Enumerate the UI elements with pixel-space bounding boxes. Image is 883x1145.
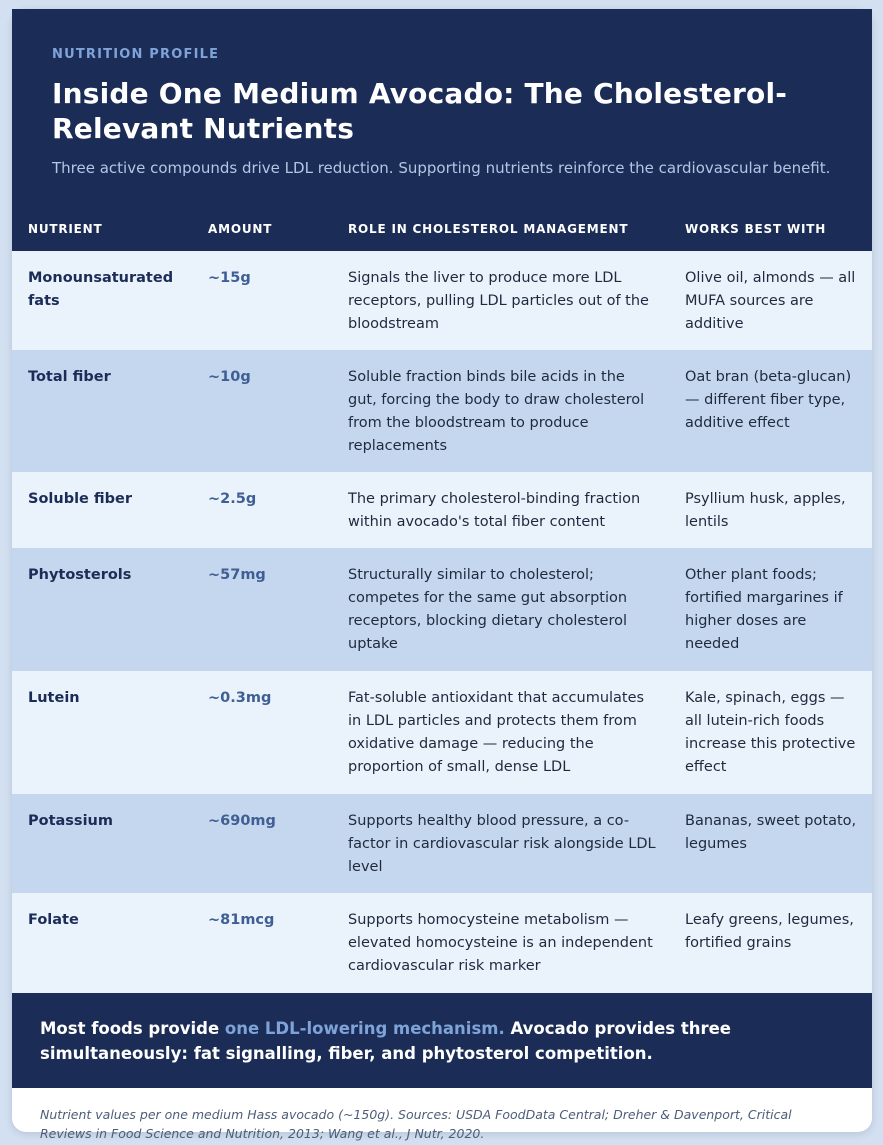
nutrient-name: Soluble fiber: [28, 491, 133, 507]
nutrient-name: Potassium: [28, 813, 113, 829]
header: [12, 9, 872, 206]
nutrient-pair: Kale, spinach, eggs — all lutein-rich foods increase this protective effect: [685, 690, 856, 775]
nutrient-amount: ~2.5g: [208, 491, 257, 507]
callout-highlight: one LDL-lowering mechanism.: [224, 1019, 505, 1038]
nutrient-amount: ~57mg: [208, 567, 266, 583]
nutrient-role: Structurally similar to cholesterol; competes for the same gut absorption receptors, blocking dietary cholesterol uptake: [348, 567, 628, 652]
table-row: [12, 251, 872, 350]
eyebrow-label: NUTRITION PROFILE: [52, 47, 220, 62]
nutrient-pair: Other plant foods; fortified margarines if higher doses are needed: [685, 567, 843, 652]
column-header-nutrient: NUTRIENT: [28, 221, 103, 236]
nutrient-amount: ~0.3mg: [208, 690, 272, 706]
nutrient-role: The primary cholesterol-binding fraction within avocado's total fiber content: [348, 491, 641, 530]
nutrient-role: Supports homocysteine metabolism — elevated homocysteine is an independent cardiovascular risk marker: [348, 912, 653, 974]
callout-text-before: Most foods provide: [40, 1019, 225, 1038]
nutrient-amount: ~690mg: [208, 813, 276, 829]
nutrient-role: Signals the liver to produce more LDL receptors, pulling LDL particles out of the bloodstream: [348, 270, 649, 332]
table-row: [12, 472, 872, 548]
table-row: [12, 548, 872, 671]
nutrient-name: Lutein: [28, 690, 80, 706]
nutrient-table: [12, 206, 872, 993]
nutrient-role: Supports healthy blood pressure, a co-factor in cardiovascular risk alongside LDL level: [348, 813, 656, 875]
column-header-pair: WORKS BEST WITH: [685, 221, 827, 236]
nutrient-name: Folate: [28, 912, 79, 928]
nutrient-pair: Olive oil, almonds — all MUFA sources are additive: [685, 270, 856, 332]
nutrient-pair: Bananas, sweet potato, legumes: [685, 813, 857, 852]
table-row: [12, 893, 872, 993]
callout-text-after: Avocado provides three simultaneously: fat signalling, fiber, and phytosterol competition.: [40, 1019, 731, 1063]
table-body: [12, 251, 872, 993]
nutrient-pair: Psyllium husk, apples, lentils: [685, 491, 846, 530]
nutrient-amount: ~81mcg: [208, 912, 275, 928]
nutrient-name: Phytosterols: [28, 567, 132, 583]
table-header: [12, 206, 872, 251]
nutrient-amount: ~10g: [208, 369, 251, 385]
nutrient-role: Fat-soluble antioxidant that accumulates in LDL particles and protects them from oxidative damage — reducing the proportion of small, dense LDL: [348, 690, 645, 775]
nutrient-pair: Oat bran (beta-glucan) — different fiber type, additive effect: [685, 369, 852, 431]
page-subtitle: Three active compounds drive LDL reduction. Supporting nutrients reinforce the cardiovascular benefit.: [52, 159, 831, 177]
nutrient-pair: Leafy greens, legumes, fortified grains: [685, 912, 854, 951]
column-header-role: ROLE IN CHOLESTEROL MANAGEMENT: [348, 221, 629, 236]
table-row: [12, 350, 872, 472]
table-row: [12, 794, 872, 893]
table-row: [12, 671, 872, 794]
nutrient-name: Total fiber: [28, 369, 111, 385]
nutrient-role: Soluble fraction binds bile acids in the gut, forcing the body to draw cholesterol from the bloodstream to produce replacements: [348, 369, 645, 454]
column-header-amount: AMOUNT: [208, 221, 273, 236]
page-title: Inside One Medium Avocado: The Cholesterol-Relevant Nutrients: [52, 77, 788, 145]
nutrient-amount: ~15g: [208, 270, 251, 286]
summary-callout: [12, 993, 872, 1088]
source-footnote: Nutrient values per one medium Hass avocado (~150g). Sources: USDA FoodData Central; Dreher & Davenport, Critical Reviews in Food Science and Nutrition, 2013; Wang et al., J Nutr, 2020.: [40, 1107, 792, 1141]
nutrient-name: Monounsaturated fats: [28, 270, 174, 309]
nutrition-card: [12, 9, 872, 1141]
